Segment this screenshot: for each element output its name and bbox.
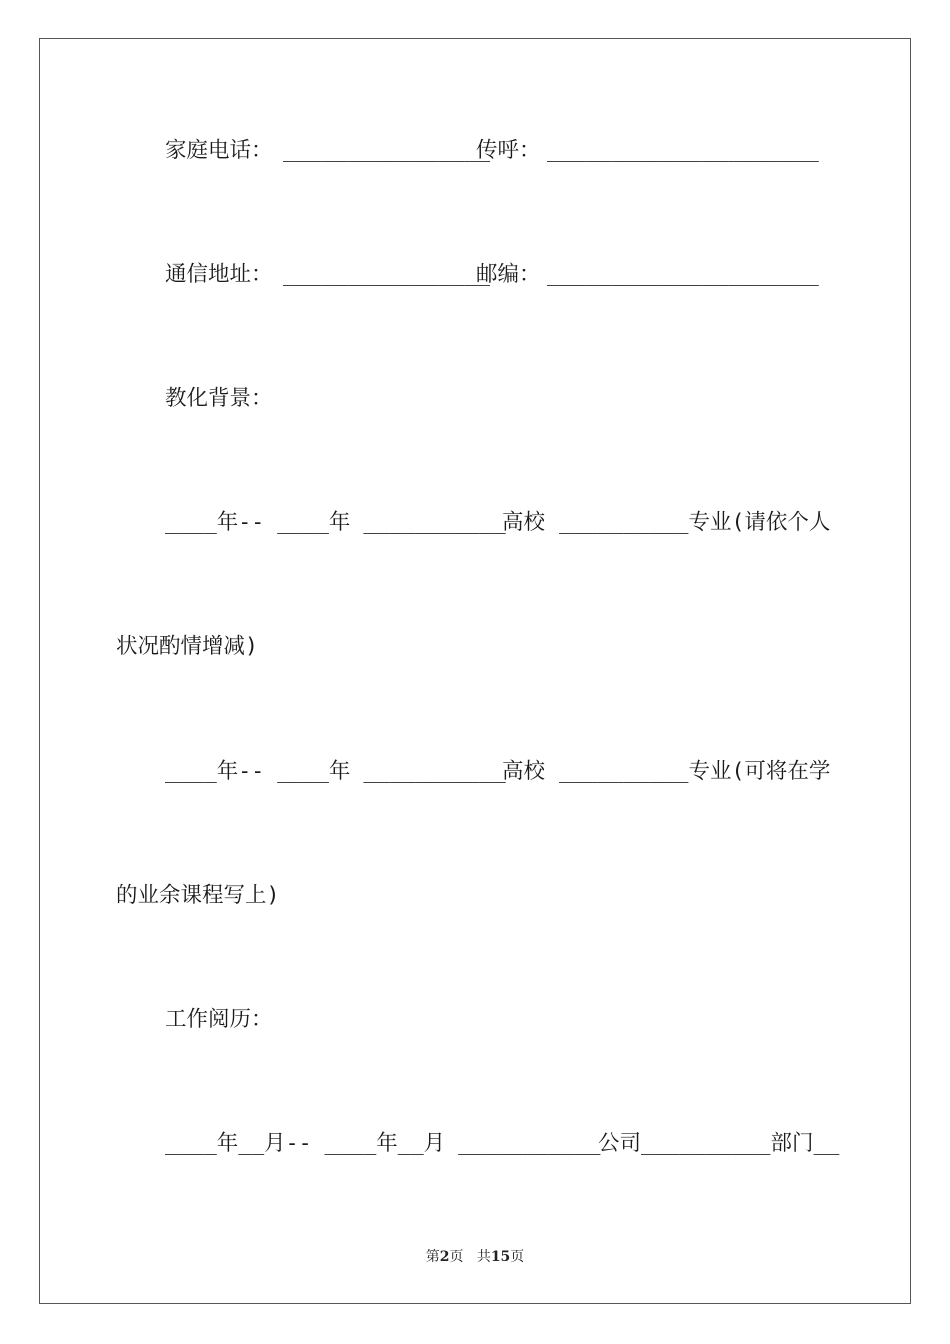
work1-dates: ____年__月-- ____年__月 ___________ — [165, 1131, 601, 1156]
work1-company: 公司__________部门__ — [598, 1131, 840, 1156]
footer-page-number: 2 — [439, 1249, 450, 1265]
education-entry-2 — [0, 756, 950, 788]
footer-total-prefix: 共 — [476, 1249, 491, 1265]
address-row — [0, 259, 950, 291]
edu2-dates: ____年-- ____年 ___________ — [165, 759, 506, 784]
pager-blank: _____________________ — [547, 138, 819, 163]
address-blank: ________________ — [283, 262, 491, 287]
education-entry-1-cont — [0, 631, 950, 663]
page-border — [39, 38, 911, 1304]
footer-prefix: 第 — [425, 1249, 440, 1265]
education-heading: 教化背景： — [165, 386, 273, 411]
work-heading: 工作阅历： — [165, 1007, 273, 1032]
education-heading-row — [0, 383, 950, 415]
page-footer — [0, 1247, 950, 1267]
footer-total-unit: 页 — [510, 1249, 525, 1265]
zip-blank: _____________________ — [547, 262, 819, 287]
home-phone-label: 家庭电话： — [165, 138, 273, 163]
edu2-school: 高校 — [502, 759, 546, 784]
work-heading-row — [0, 1004, 950, 1036]
edu1-note: 状况酌情增减) — [116, 634, 258, 659]
education-entry-2-cont — [0, 880, 950, 912]
pager-label: 传呼： — [476, 138, 541, 163]
footer-page-unit: 页 — [449, 1249, 464, 1265]
address-label: 通信地址： — [165, 262, 273, 287]
edu1-major: __________专业(请依个人 — [559, 510, 831, 535]
work-entry-1 — [0, 1128, 950, 1160]
edu1-dates: ____年-- ____年 ___________ — [165, 510, 506, 535]
footer-total-pages: 15 — [490, 1249, 511, 1265]
edu2-major: __________专业(可将在学 — [559, 759, 831, 784]
edu2-note: 的业余课程写上) — [116, 883, 280, 908]
home-phone-blank: ________________ — [283, 138, 491, 163]
home-phone-row — [0, 135, 950, 167]
education-entry-1 — [0, 507, 950, 539]
zip-label: 邮编： — [476, 262, 541, 287]
edu1-school: 高校 — [502, 510, 546, 535]
